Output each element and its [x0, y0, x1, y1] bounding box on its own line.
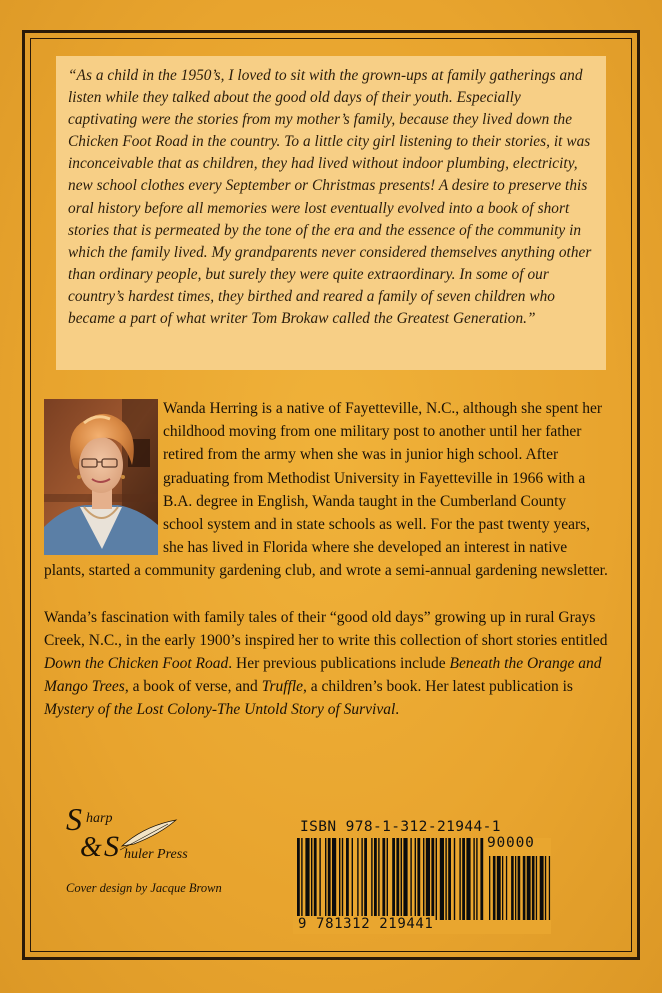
addon-bar [545, 856, 546, 920]
barcode-bar [473, 838, 474, 920]
logo-initial-s1: S [66, 801, 82, 837]
barcode-bar [314, 838, 317, 920]
logo-word-shuler-press: huler Press [124, 847, 188, 862]
addon-bar [511, 856, 514, 920]
barcode-bar [328, 838, 331, 920]
barcode-bar [410, 838, 411, 920]
quote-box [56, 56, 606, 370]
addon-bar [527, 856, 531, 920]
addon-bar [515, 856, 516, 920]
barcode-bar [396, 838, 399, 920]
addon-bar [502, 856, 503, 920]
barcode-bar [466, 838, 470, 920]
book-title-orange-mango: Beneath the Orange and Mango Trees [44, 655, 602, 696]
barcode-bar [392, 838, 395, 920]
logo-ampersand: & [80, 832, 102, 863]
addon-bar [497, 856, 501, 920]
price-code: 90000 [487, 835, 535, 851]
barcode-bar [436, 838, 437, 920]
addon-bar [518, 856, 521, 920]
bio-p2-text-2: . Her previous publications include [228, 655, 450, 673]
addon-bar [549, 856, 550, 920]
book-title-truffle: Truffle [261, 678, 304, 696]
isbn-label: ISBN 978-1-312-21944-1 [300, 819, 501, 835]
barcode-bar [311, 838, 312, 920]
book-title-lost-colony: Mystery of the Lost Colony-The Untold Story of Survival [44, 701, 396, 719]
bio-paragraph-2 [44, 606, 609, 722]
barcode-bar [378, 838, 379, 920]
addon-bar [506, 856, 507, 920]
barcode-bar [426, 838, 430, 920]
barcode-bar [415, 838, 416, 920]
isbn-barcode-digits: 9 781312 219441 [298, 916, 434, 932]
barcode-bar [305, 838, 309, 920]
barcode-bar [459, 838, 460, 920]
barcode-bar [403, 838, 407, 920]
logo-word-sharp: harp [86, 811, 113, 826]
barcode-bar [325, 838, 326, 920]
barcode-bar [332, 838, 336, 920]
barcode-bar [342, 838, 343, 920]
bio-p2-text-3: , a book of verse, and [124, 678, 262, 696]
cover-design-credit: Cover design by Jacque Brown [66, 881, 222, 895]
barcode-bar [301, 838, 302, 920]
barcode-bar [401, 838, 402, 920]
barcode-bar [346, 838, 349, 920]
barcode-bar [480, 838, 483, 920]
addon-bar [540, 856, 544, 920]
logo-initial-s2: S [104, 830, 119, 863]
barcode-bar [364, 838, 367, 920]
barcode-bar [352, 838, 353, 920]
barcode-bar [371, 838, 372, 920]
barcode-bar [440, 838, 444, 920]
barcode-bar [357, 838, 358, 920]
barcode-bar [339, 838, 340, 920]
barcode-bar [431, 838, 434, 920]
photo-float-spacer [44, 397, 163, 558]
barcode-bar [462, 838, 465, 920]
author-bio [44, 397, 609, 722]
barcode-bar [374, 838, 377, 920]
barcode-bar [297, 838, 300, 920]
barcode-bar [445, 838, 446, 920]
publisher-logo [64, 800, 234, 870]
barcode-bar [448, 838, 451, 920]
barcode-bar [423, 838, 424, 920]
addon-bar [532, 856, 535, 920]
addon-bar [536, 856, 537, 920]
barcode-bar [387, 838, 388, 920]
barcode-bar [454, 838, 455, 920]
barcode-bar [476, 838, 477, 920]
barcode-bar [361, 838, 362, 920]
addon-bar [493, 856, 496, 920]
book-title-chicken-foot-road: Down the Chicken Foot Road [44, 655, 229, 673]
bio-p2-text-1: Wanda’s fascination with family tales of their “good old days” growing up in rural Grays Creek, N.C., in the early 1900’s inspired her to write this collection of short stories entitled [44, 608, 608, 649]
bio-p2-text-5: . [395, 701, 400, 719]
bio-paragraph-1: Wanda Herring is a native of Fayetteville, N.C., although she spent her childhood moving from one military post to another until her father retired from the army when she was in junior high school. After graduating from Methodist University in Fayetteville in 1966 with a B.A. degree in English, Wanda taught in the Cumberland County school system and in state schools as well. For the past twenty years, she has lived in Florida where she developed an interest in native plants, started a community gardening club, and wrote a semi-annual gardening newsletter. [44, 400, 608, 580]
author-quote: “As a child in the 1950’s, I loved to sit with the grown-ups at family gatherings and listen while they talked about the good old days of their youth. Especially captivating were the stories from my mother’s family, because they lived down the Chicken Foot Road in the country. To a little city girl listening to their stories, it was inconceivable that as children, they had lived without indoor plumbing, electricity, new school clothes every September or Christmas presents! A desire to preserve this oral history before all memories were lost eventually evolved into a book of short stories that is permeated by the tone of the era and the essence of the community in which the family lived. My grandparents never considered themselves anything other than ordinary people, but surely they were quite extraordinary. In some of our country’s hardest times, they birthed and reared a family of seven children who became a part of what writer Tom Brokaw called the Greatest Generation.” [68, 67, 592, 328]
barcode-bar [382, 838, 385, 920]
bio-p2-text-4: , a children’s book. Her latest publication is [303, 678, 573, 696]
addon-bar [489, 856, 490, 920]
barcode-bar [319, 838, 320, 920]
addon-bar [523, 856, 526, 920]
barcode-bar [417, 838, 420, 920]
